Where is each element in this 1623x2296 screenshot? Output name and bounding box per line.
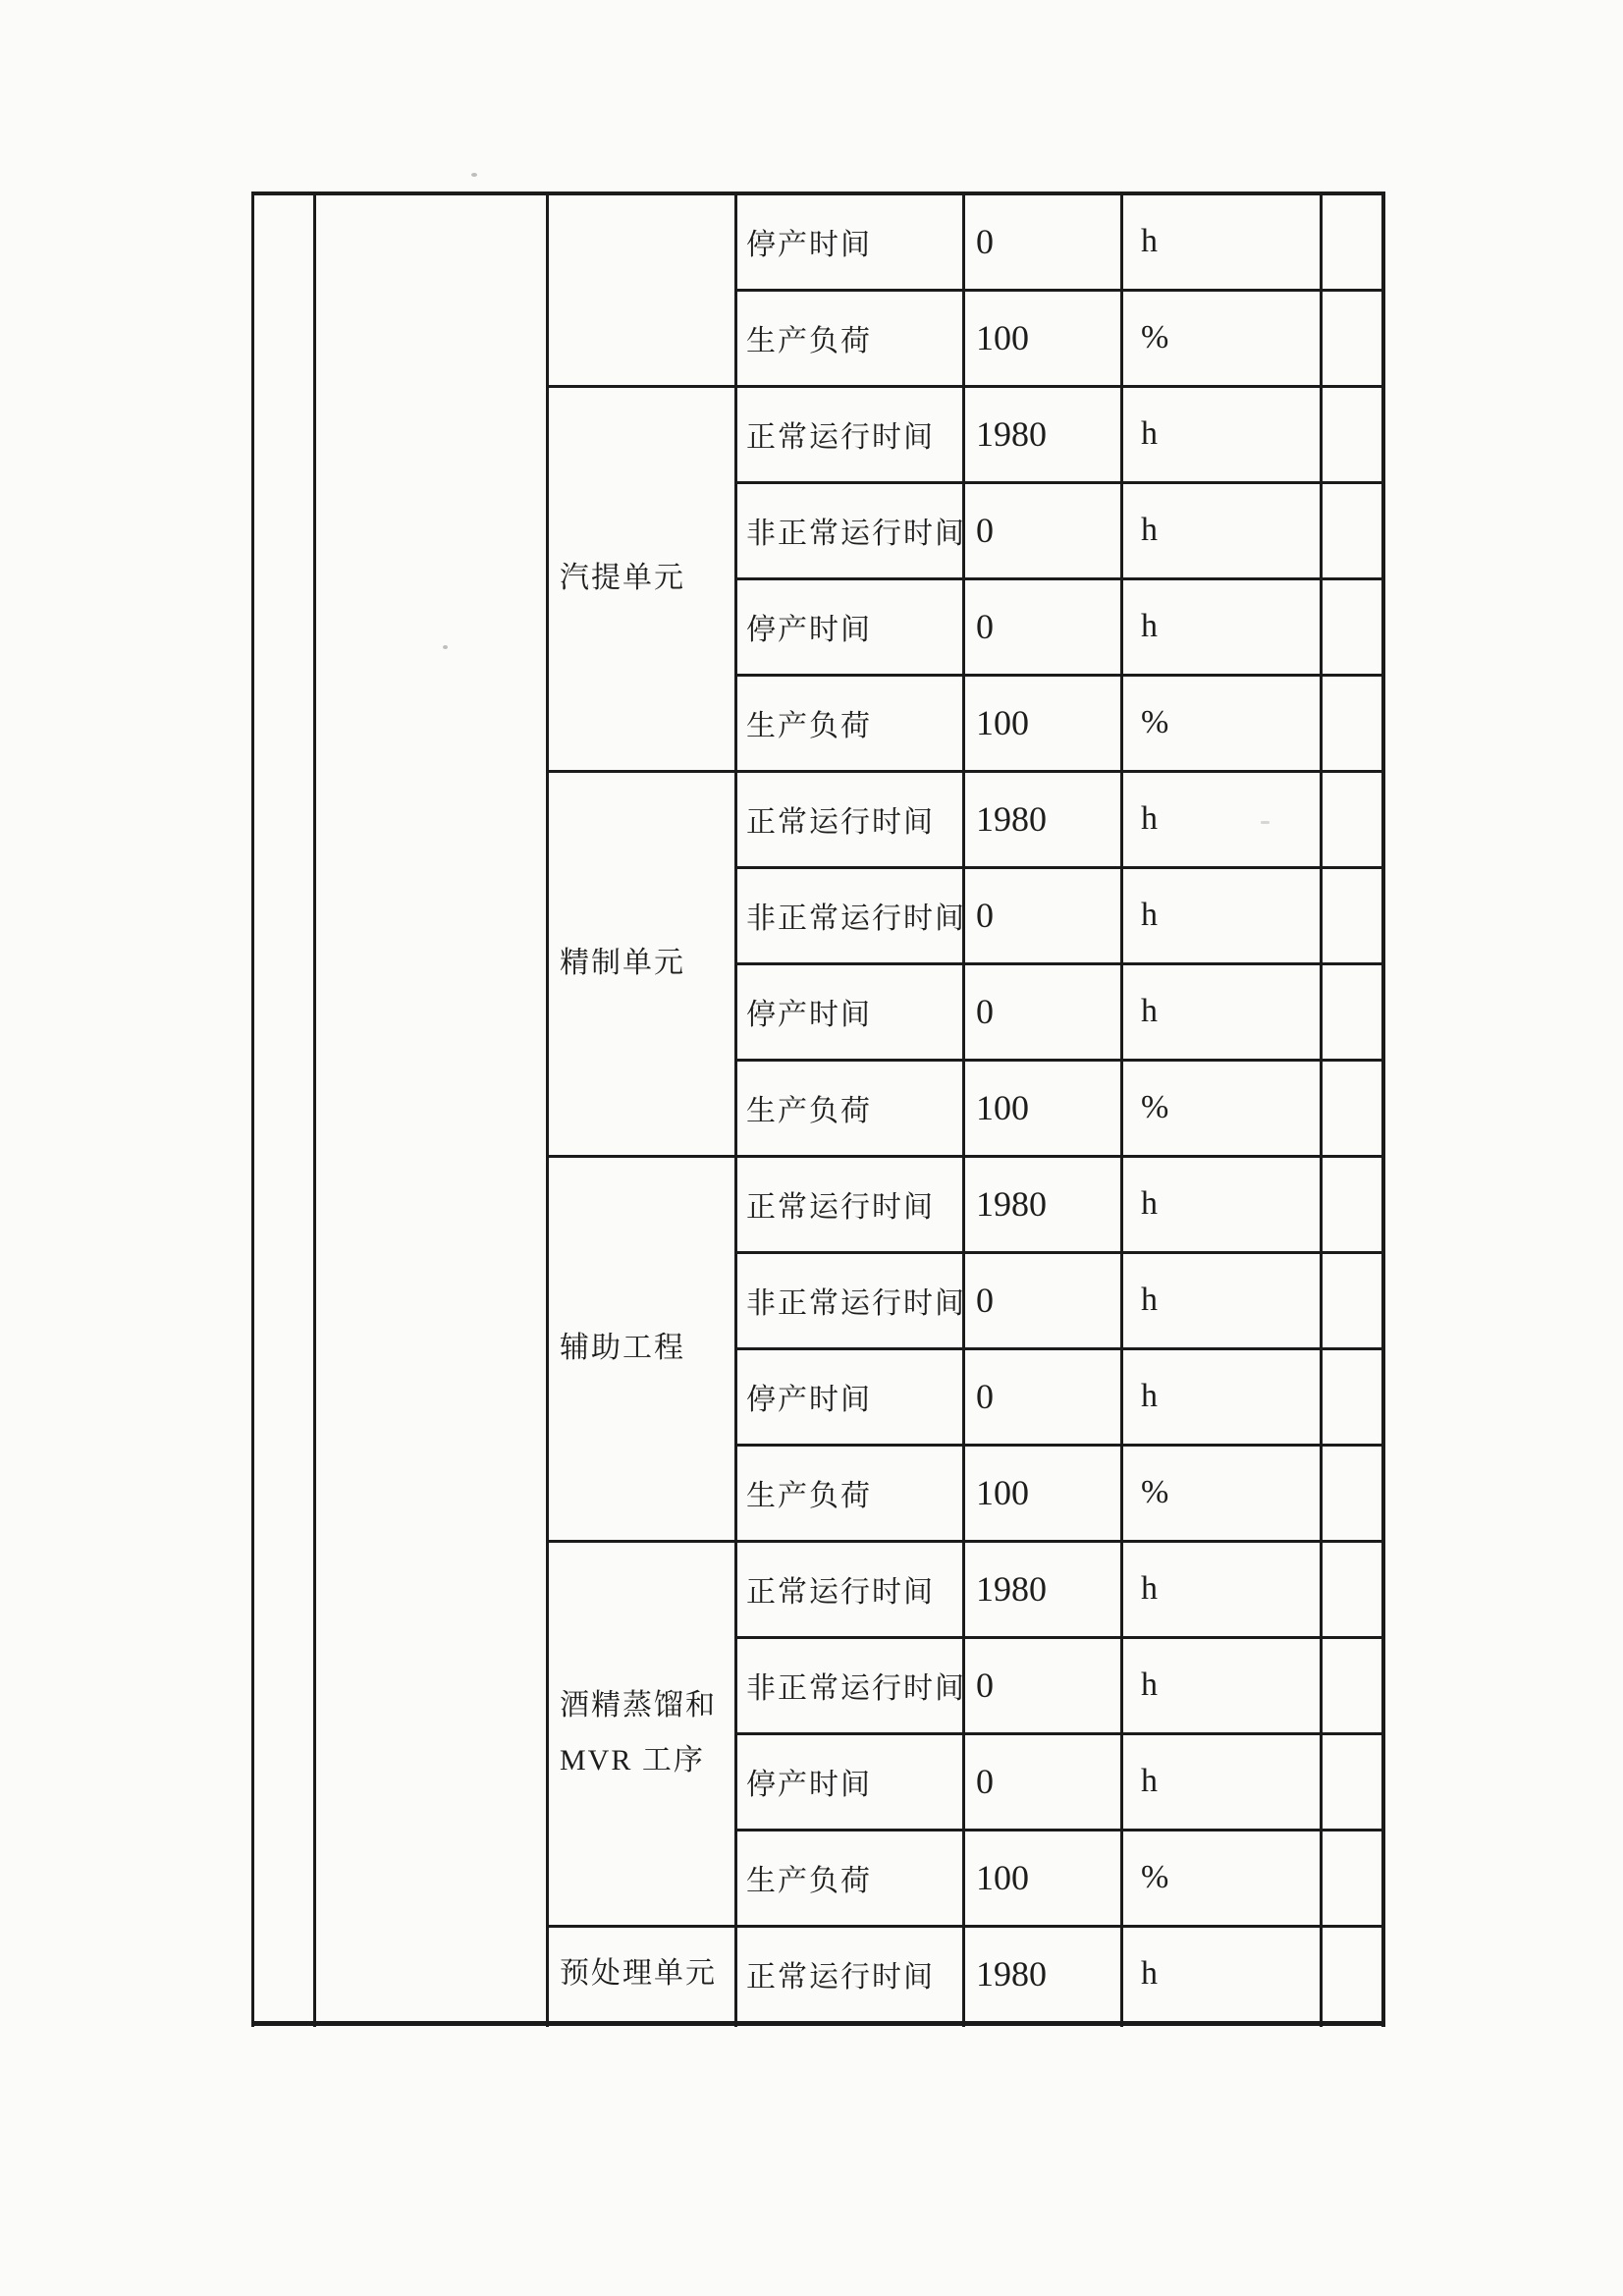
row-unit-cell: h: [1141, 608, 1158, 644]
table-gridline-vertical: [313, 192, 316, 2027]
row-value-cell: 0: [976, 992, 994, 1031]
unit-name-line: 精制单元: [560, 947, 685, 979]
row-label-cell: 正常运行时间: [746, 421, 935, 454]
unit-name-text: [560, 1678, 717, 1788]
row-unit-cell: h: [1141, 993, 1158, 1029]
row-unit-cell: h: [1141, 223, 1158, 259]
row-value-cell: 100: [976, 703, 1029, 742]
table-gridline-vertical: [251, 192, 254, 2027]
row-unit-cell: %: [1141, 1859, 1169, 1895]
row-value-cell: 0: [976, 607, 994, 646]
row-label-cell: 停产时间: [746, 999, 872, 1031]
row-value-cell: 0: [976, 511, 994, 550]
row-value-cell: 1980: [976, 414, 1047, 454]
row-value-cell: 100: [976, 318, 1029, 357]
unit-name-text: [560, 1946, 717, 2001]
unit-name-text: [560, 1321, 685, 1376]
row-label-cell: 生产负荷: [746, 325, 872, 357]
row-label-cell: 非正常运行时间: [746, 1672, 966, 1705]
unit-name-cell: [546, 1156, 748, 1541]
row-value-cell: 0: [976, 1281, 994, 1320]
row-unit-cell: %: [1141, 1089, 1169, 1125]
row-unit-cell: h: [1141, 1667, 1158, 1703]
row-value-cell: 1980: [976, 1569, 1047, 1609]
row-value-cell: 1980: [976, 799, 1047, 839]
row-value-cell: 0: [976, 222, 994, 261]
row-value-cell: 0: [976, 1666, 994, 1705]
row-unit-cell: h: [1141, 897, 1158, 933]
row-unit-cell: h: [1141, 512, 1158, 548]
unit-name-cell: [546, 386, 748, 771]
row-label-cell: 正常运行时间: [746, 1576, 935, 1609]
row-label-cell: 停产时间: [746, 229, 872, 261]
row-value-cell: 1980: [976, 1184, 1047, 1224]
row-label-cell: 停产时间: [746, 1769, 872, 1801]
scan-artifact-speck: [1261, 821, 1270, 824]
row-unit-cell: h: [1141, 1185, 1158, 1222]
row-unit-cell: h: [1141, 1282, 1158, 1318]
unit-name-line: 辅助工程: [560, 1332, 685, 1364]
row-label-cell: 生产负荷: [746, 710, 872, 742]
row-value-cell: 0: [976, 1377, 994, 1416]
row-label-cell: 非正常运行时间: [746, 902, 966, 935]
row-unit-cell: %: [1141, 704, 1169, 740]
row-label-cell: 生产负荷: [746, 1480, 872, 1512]
row-unit-cell: %: [1141, 1474, 1169, 1510]
row-label-cell: 正常运行时间: [746, 806, 935, 839]
row-value-cell: 100: [976, 1473, 1029, 1512]
row-unit-cell: h: [1141, 1763, 1158, 1799]
row-label-cell: 非正常运行时间: [746, 1287, 966, 1320]
row-unit-cell: h: [1141, 1378, 1158, 1414]
row-unit-cell: %: [1141, 319, 1169, 355]
unit-name-cell: [546, 1541, 748, 1926]
row-unit-cell: h: [1141, 800, 1158, 837]
row-unit-cell: h: [1141, 1955, 1158, 1992]
unit-name-text: [560, 551, 685, 606]
scan-artifact-speck: [471, 173, 477, 177]
row-unit-cell: h: [1141, 415, 1158, 452]
scan-artifact-speck: [443, 645, 448, 649]
row-value-cell: 0: [976, 1762, 994, 1801]
unit-name-line: MVR 工序: [560, 1744, 705, 1777]
row-label-cell: 停产时间: [746, 1384, 872, 1416]
table-gridline-vertical: [1381, 192, 1385, 2027]
row-unit-cell: h: [1141, 1570, 1158, 1607]
unit-name-cell: [546, 771, 748, 1156]
unit-name-line: 酒精蒸馏和: [560, 1689, 717, 1722]
unit-name-line: 预处理单元: [560, 1957, 717, 1990]
row-value-cell: 100: [976, 1088, 1029, 1127]
row-label-cell: 非正常运行时间: [746, 518, 966, 550]
row-label-cell: 生产负荷: [746, 1095, 872, 1127]
row-value-cell: 100: [976, 1858, 1029, 1897]
row-value-cell: 1980: [976, 1954, 1047, 1994]
row-label-cell: 生产负荷: [746, 1865, 872, 1897]
unit-name-text: [560, 936, 685, 991]
unit-name-line: 汽提单元: [560, 562, 685, 594]
row-label-cell: 停产时间: [746, 614, 872, 646]
unit-name-cell: [546, 1926, 748, 2022]
row-label-cell: 正常运行时间: [746, 1191, 935, 1224]
row-label-cell: 正常运行时间: [746, 1961, 935, 1994]
row-value-cell: 0: [976, 896, 994, 935]
